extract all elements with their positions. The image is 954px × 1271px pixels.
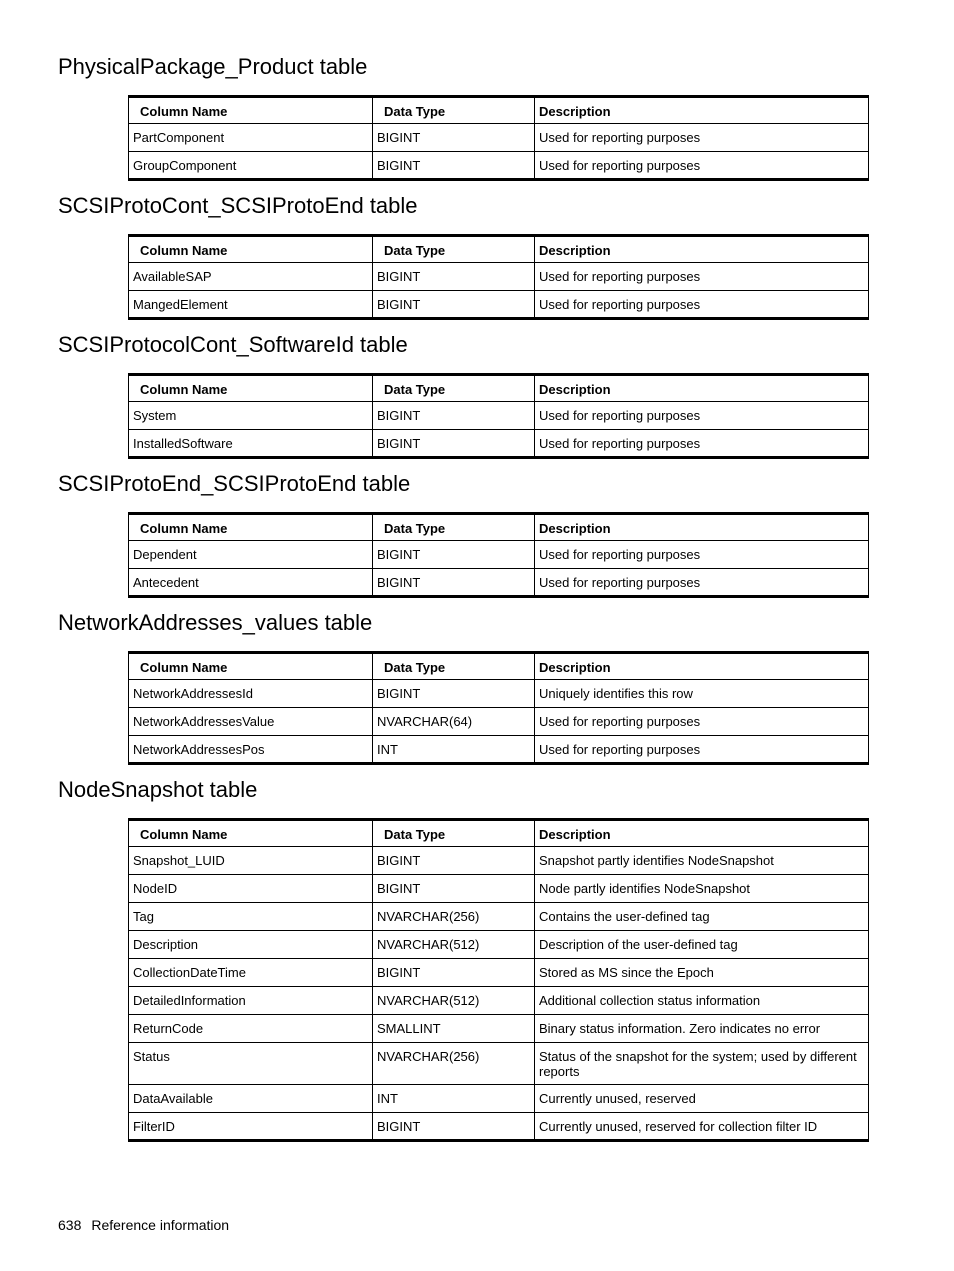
table-row [129,569,869,597]
table-cell: Additional collection status information [535,987,869,1015]
table-row [129,1085,869,1113]
table-cell: Snapshot partly identifies NodeSnapshot [535,847,869,875]
table-cell: BIGINT [373,152,535,180]
table-cell: MangedElement [129,291,373,319]
table-cell: Binary status information. Zero indicates no error [535,1015,869,1043]
table-section [0,777,954,1142]
table-cell: BIGINT [373,680,535,708]
column-header: Column Name [129,97,373,124]
table-cell: Tag [129,903,373,931]
table-cell: FilterID [129,1113,373,1141]
table-row [129,903,869,931]
column-header: Data Type [373,236,535,263]
table-cell: NetworkAddressesPos [129,736,373,764]
column-header: Description [535,236,869,263]
data-table [128,651,869,765]
table-header-row [129,97,869,124]
table-cell: NetworkAddressesValue [129,708,373,736]
section-title: PhysicalPackage_Product table [58,54,368,79]
table-cell: NodeID [129,875,373,903]
section-title: SCSIProtoEnd_SCSIProtoEnd table [58,471,411,496]
table-cell: Dependent [129,541,373,569]
column-header: Data Type [373,514,535,541]
table-row [129,708,869,736]
table-cell: BIGINT [373,541,535,569]
table-cell: Node partly identifies NodeSnapshot [535,875,869,903]
table-cell: Description of the user-defined tag [535,931,869,959]
section-title: SCSIProtoCont_SCSIProtoEnd table [58,193,418,218]
table-row [129,541,869,569]
table-row [129,152,869,180]
table-row [129,430,869,458]
table-cell: Stored as MS since the Epoch [535,959,869,987]
table-cell: BIGINT [373,291,535,319]
data-table [128,95,869,181]
column-header: Column Name [129,820,373,847]
table-cell: Description [129,931,373,959]
table-section [0,54,954,181]
table-cell: Used for reporting purposes [535,736,869,764]
section-title: SCSIProtocolCont_SoftwareId table [58,332,408,357]
column-header: Column Name [129,375,373,402]
table-row [129,959,869,987]
table-section [0,471,954,598]
table-header-row [129,653,869,680]
column-header: Description [535,97,869,124]
table-cell: InstalledSoftware [129,430,373,458]
table-cell: NVARCHAR(512) [373,931,535,959]
column-header: Column Name [129,653,373,680]
table-row [129,1043,869,1085]
table-cell: GroupComponent [129,152,373,180]
table-row [129,987,869,1015]
page-number: 638 [58,1217,82,1233]
table-header-row [129,375,869,402]
data-table [128,373,869,459]
table-cell: Status [129,1043,373,1085]
table-cell: Antecedent [129,569,373,597]
table-cell: Used for reporting purposes [535,541,869,569]
column-header: Data Type [373,375,535,402]
footer-section-title: Reference information [91,1217,230,1233]
table-cell: Used for reporting purposes [535,569,869,597]
table-section [0,193,954,320]
table-cell: DataAvailable [129,1085,373,1113]
table-row [129,875,869,903]
section-title: NodeSnapshot table [58,777,258,802]
table-section [0,610,954,765]
table-cell: NVARCHAR(64) [373,708,535,736]
table-cell: Used for reporting purposes [535,263,869,291]
data-table [128,512,869,598]
column-header: Description [535,653,869,680]
table-cell: Used for reporting purposes [535,152,869,180]
table-cell: NetworkAddressesId [129,680,373,708]
table-cell: CollectionDateTime [129,959,373,987]
table-cell: PartComponent [129,124,373,152]
table-cell: BIGINT [373,959,535,987]
data-table [128,818,869,1142]
table-cell: Currently unused, reserved [535,1085,869,1113]
column-header: Column Name [129,514,373,541]
data-table [128,234,869,320]
table-cell: NVARCHAR(256) [373,903,535,931]
column-header: Data Type [373,820,535,847]
table-cell: BIGINT [373,569,535,597]
table-cell: Used for reporting purposes [535,430,869,458]
table-cell: DetailedInformation [129,987,373,1015]
table-cell: Uniquely identifies this row [535,680,869,708]
column-header: Description [535,514,869,541]
table-cell: System [129,402,373,430]
column-header: Column Name [129,236,373,263]
table-row [129,1015,869,1043]
section-title: NetworkAddresses_values table [58,610,373,635]
table-cell: BIGINT [373,263,535,291]
table-cell: BIGINT [373,1113,535,1141]
table-row [129,736,869,764]
table-header-row [129,820,869,847]
table-row [129,680,869,708]
table-cell: Used for reporting purposes [535,708,869,736]
table-cell: Snapshot_LUID [129,847,373,875]
table-row [129,402,869,430]
table-cell: Contains the user-defined tag [535,903,869,931]
table-cell: BIGINT [373,124,535,152]
column-header: Description [535,820,869,847]
table-cell: INT [373,736,535,764]
table-cell: BIGINT [373,402,535,430]
table-cell: BIGINT [373,847,535,875]
table-row [129,847,869,875]
table-cell: Used for reporting purposes [535,291,869,319]
column-header: Description [535,375,869,402]
table-cell: NVARCHAR(256) [373,1043,535,1085]
table-cell: Currently unused, reserved for collection filter ID [535,1113,869,1141]
table-cell: Used for reporting purposes [535,124,869,152]
table-header-row [129,236,869,263]
table-row [129,931,869,959]
table-header-row [129,514,869,541]
table-cell: BIGINT [373,875,535,903]
column-header: Data Type [373,97,535,124]
table-cell: NVARCHAR(512) [373,987,535,1015]
table-cell: INT [373,1085,535,1113]
table-row [129,291,869,319]
table-cell: BIGINT [373,430,535,458]
table-cell: AvailableSAP [129,263,373,291]
table-cell: Status of the snapshot for the system; used by different reports [535,1043,869,1085]
table-cell: ReturnCode [129,1015,373,1043]
table-row [129,1113,869,1141]
table-cell: SMALLINT [373,1015,535,1043]
table-row [129,263,869,291]
page-footer [58,1216,239,1234]
table-cell: Used for reporting purposes [535,402,869,430]
table-row [129,124,869,152]
column-header: Data Type [373,653,535,680]
table-section [0,332,954,459]
